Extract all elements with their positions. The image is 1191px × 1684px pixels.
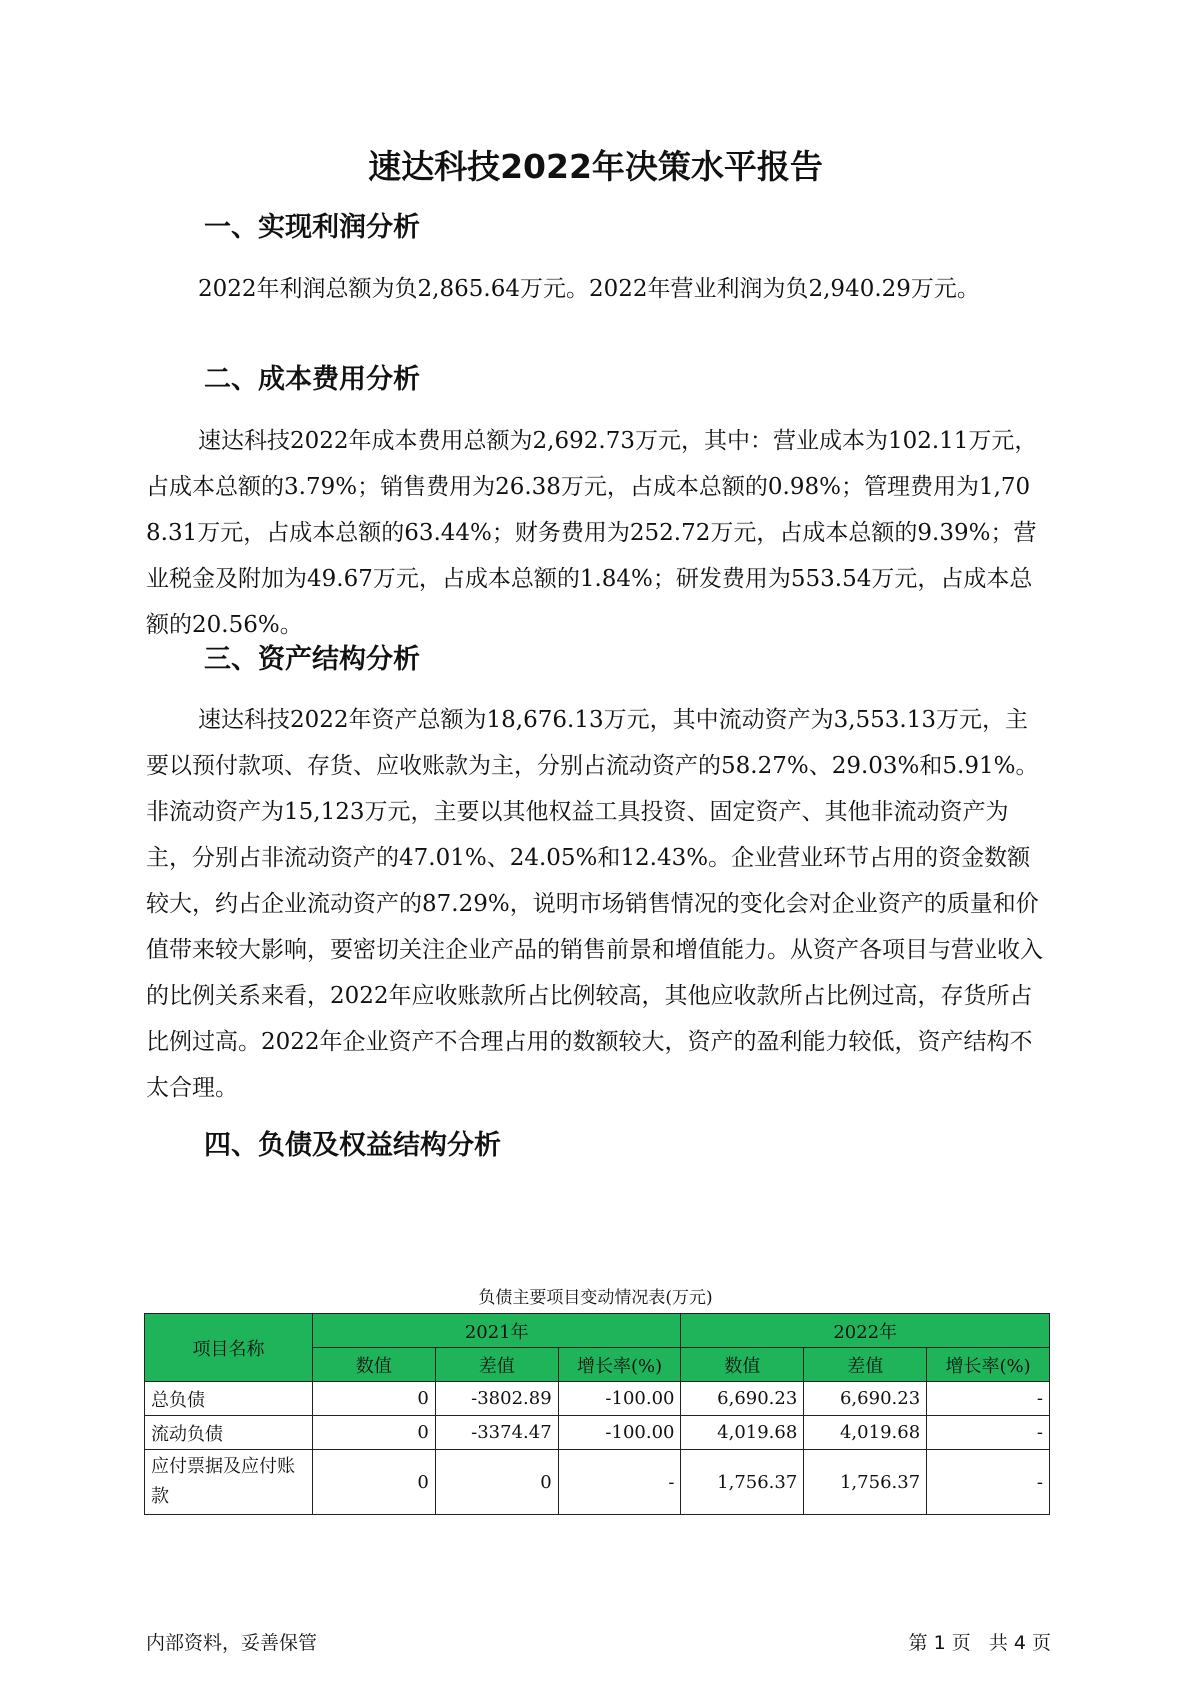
- table-caption: 负债主要项目变动情况表(万元): [478, 1288, 713, 1308]
- table-cell: 4,019.68: [804, 1416, 927, 1450]
- table-cell: 0: [313, 1382, 436, 1416]
- table-row: [145, 1416, 1050, 1450]
- table-cell: 6,690.23: [681, 1382, 804, 1416]
- table-row: [145, 1450, 1050, 1515]
- subheader-growth-2021: 增长率(%): [558, 1348, 681, 1382]
- table-row: [145, 1382, 1050, 1416]
- table-cell: -: [927, 1450, 1050, 1515]
- subheader-growth-2022: 增长率(%): [927, 1348, 1050, 1382]
- section-paragraph-cost: 速达科技2022年成本费用总额为2,692.73万元，其中：营业成本为102.11万元，占成本总额的3.79%；销售费用为26.38万元，占成本总额的0.98%；管理费用为1,708.31万元，占成本总额的63.44%；财务费用为252.72万元，占成本总额的9.39%；营业税金及附加为49.67万元，占成本总额的1.84%；研发费用为553.54万元，占成本总额的20.56%。: [146, 428, 1038, 638]
- liabilities-table: [144, 1313, 1050, 1515]
- table-cell: -: [927, 1416, 1050, 1450]
- table-cell: -3374.47: [435, 1416, 558, 1450]
- subheader-diff-2022: 差值: [804, 1348, 927, 1382]
- footer-confidential-note: 内部资料，妥善保管: [146, 1632, 318, 1654]
- table-cell: -100.00: [558, 1416, 681, 1450]
- table-cell: -3802.89: [435, 1382, 558, 1416]
- row-name: 应付票据及应付账款: [145, 1450, 313, 1515]
- table-cell: 4,019.68: [681, 1416, 804, 1450]
- table-cell: 1,756.37: [681, 1450, 804, 1515]
- table-cell: 6,690.23: [804, 1382, 927, 1416]
- subheader-value-2021: 数值: [313, 1348, 436, 1382]
- header-item-name: 项目名称: [145, 1314, 313, 1382]
- table-cell: 0: [313, 1450, 436, 1515]
- section-heading-assets: 三、资产结构分析: [204, 644, 420, 675]
- table-cell: 0: [435, 1450, 558, 1515]
- footer-page-number: 第 1 页 共 4 页: [908, 1632, 1051, 1654]
- subheader-diff-2021: 差值: [435, 1348, 558, 1382]
- row-name: 流动负债: [145, 1416, 313, 1450]
- section-heading-liabilities: 四、负债及权益结构分析: [204, 1130, 501, 1161]
- section-heading-profit: 一、实现利润分析: [204, 212, 420, 243]
- document-title: 速达科技2022年决策水平报告: [368, 147, 823, 186]
- table-cell: -100.00: [558, 1382, 681, 1416]
- header-year-2021: 2021年: [313, 1314, 681, 1348]
- section-heading-cost: 二、成本费用分析: [204, 364, 420, 395]
- row-name: 总负债: [145, 1382, 313, 1416]
- table-cell: 0: [313, 1416, 436, 1450]
- subheader-value-2022: 数值: [681, 1348, 804, 1382]
- header-year-2022: 2022年: [681, 1314, 1050, 1348]
- table-cell: -: [558, 1450, 681, 1515]
- section-paragraph-assets: 速达科技2022年资产总额为18,676.13万元，其中流动资产为3,553.13万元，主要以预付款项、存货、应收账款为主，分别占流动资产的58.27%、29.03%和5.91%。非流动资产为15,123万元，主要以其他权益工具投资、固定资产、其他非流动资产为主，分别占非流动资产的47.01%、24.05%和12.43%。企业营业环节占用的资金数额较大，约占企业流动资产的87.29%，说明市场销售情况的变化会对企业资产的质量和价值带来较大影响，要密切关注企业产品的销售前景和增值能力。从资产各项目与营业收入的比例关系来看，2022年应收账款所占比例较高，其他应收款所占比例过高，存货所占比例过高。2022年企业资产不合理占用的数额较大，资产的盈利能力较低，资产结构不太合理。: [146, 707, 1043, 1101]
- table-cell: -: [927, 1382, 1050, 1416]
- section-paragraph-profit: 2022年利润总额为负2,865.64万元。2022年营业利润为负2,940.29万元。: [198, 276, 980, 302]
- table-cell: 1,756.37: [804, 1450, 927, 1515]
